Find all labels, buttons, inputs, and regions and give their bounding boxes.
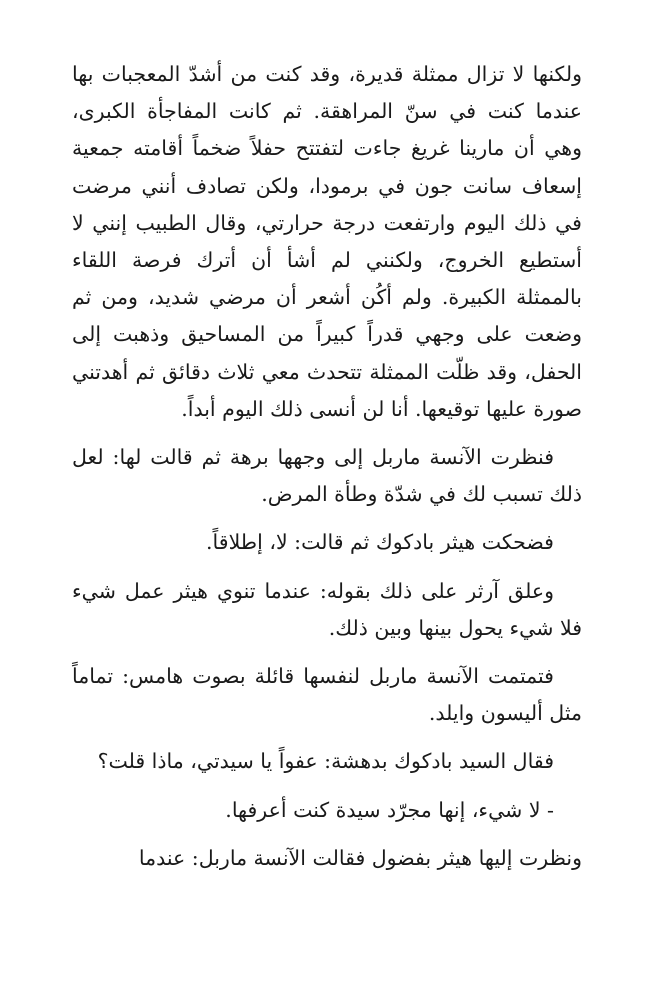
paragraph-heather-curious: ونظرت إليها هيثر بفضول فقالت الآنسة ماربل: عندما (138, 845, 582, 870)
paragraph-miss-marple-remark: فنظرت الآنسة ماربل إلى وجهها برهة ثم قالت لها: لعل ذلك تسبب لك في شدّة وطأة المرض. (72, 445, 582, 507)
paragraph-heather-laughs: فضحكت هيثر بادكوك ثم قالت: لا، إطلاقاً. (206, 530, 554, 555)
paragraph-arthur-comment: وعلق آرثر على ذلك بقوله: عندما تنوي هيثر عمل شيء فلا شيء يحول بينها وبين ذلك. (72, 578, 582, 640)
paragraph-marple-murmur: فتمتمت الآنسة ماربل لنفسها قائلة بصوت هامس: تماماً مثل أليسون وايلد. (72, 664, 582, 726)
paragraph-marina-gregg-story: ولكنها لا تزال ممثلة قديرة، وقد كنت من أشدّ المعجبات بها عندما كنت في سنّ المراهقة. ثم كانت المفاجأة الكبرى، وهي أن مارينا غريغ جاءت لتفتتح حفلاً ضخماً أقامته جمعية إسعاف سانت جون في برمودا، ولكن تصادف أنني مرضت في ذلك اليوم وارتفعت درجة حرارتي، وقال الطبيب إنني لا أستطيع الخروج، ولكنني لم أشأ أن أترك فرصة اللقاء بالممثلة الكبيرة. ولم أكُن أشعر أن مرضي شديد، ومن ثم وضعت على وجهي قدراً كبيراً من المساحيق وذهبت إلى الحفل، وقد ظلّت الممثلة تتحدث معي ثلاث دقائق ثم أهدتني صورة عليها توقيعها. أنا لن أنسى ذلك اليوم أبداً. (72, 62, 582, 421)
book-page (72, 56, 582, 877)
paragraph-marple-reply: - لا شيء، إنها مجرّد سيدة كنت أعرفها. (225, 797, 554, 822)
paragraph-badcock-question: فقال السيد بادكوك بدهشة: عفواً يا سيدتي، ماذا قلت؟ (97, 749, 554, 774)
